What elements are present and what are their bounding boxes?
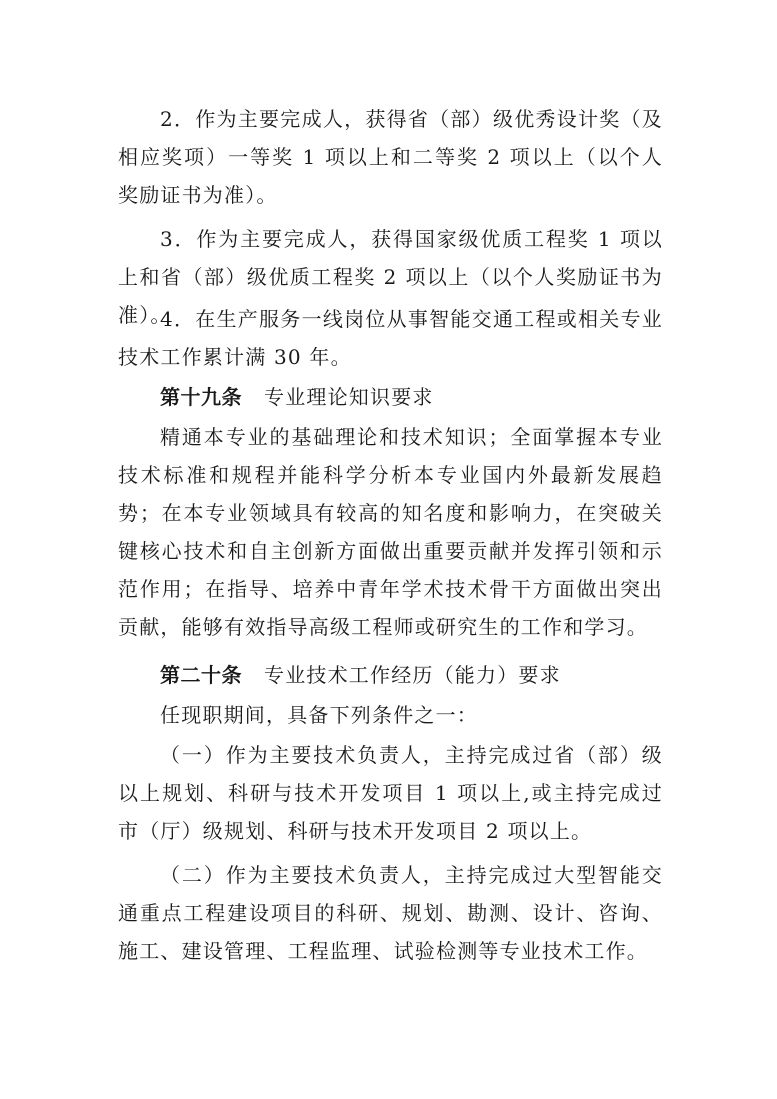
section-19-body: 精通本专业的基础理论和技术知识；全面掌握本专业技术标准和规程并能科学分析本专业国内外最新发展趋势；在本专业领域具有较高的知名度和影响力，在突破关键核心技术和自主创新方面做出重要贡献并发挥引领和示范作用；在指导、培养中青年学术技术骨干方面做出突出贡献，能够有效指导高级工程师或研究生的工作和学习。 <box>118 425 663 639</box>
paragraph-item-3: 3．作为主要完成人，获得国家级优质工程奖 1 项以上和省（部）级优质工程奖 2 项以上（以个人奖励证书为准）。 <box>118 227 663 327</box>
section-20-heading <box>160 656 680 694</box>
section-20-label: 第二十条 <box>160 663 242 687</box>
section-20-item-1: （一）作为主要技术负责人，主持完成过省（部）级以上规划、科研与技术开发项目 1 项以上,或主持完成过市（厅）级规划、科研与技术开发项目 2 项以上。 <box>118 743 663 843</box>
paragraph-item-4: 4．在生产服务一线岗位从事智能交通工程或相关专业技术工作累计满 30 年。 <box>118 307 663 369</box>
section-20-intro: 任现职期间，具备下列条件之一： <box>160 703 478 727</box>
section-20-item-2: （二）作为主要技术负责人，主持完成过大型智能交通重点工程建设项目的科研、规划、勘测、设计、咨询、施工、建设管理、工程监理、试验检测等专业技术工作。 <box>118 863 663 963</box>
section-19-title: 专业理论知识要求 <box>264 385 434 409</box>
section-19-heading <box>160 378 680 416</box>
paragraph-item-2: 2．作为主要完成人，获得省（部）级优秀设计奖（及相应奖项）一等奖 1 项以上和二等奖 2 项以上（以个人奖励证书为准）。 <box>118 107 663 207</box>
section-20-title: 专业技术工作经历（能力）要求 <box>264 663 561 687</box>
section-19-label: 第十九条 <box>160 385 242 409</box>
